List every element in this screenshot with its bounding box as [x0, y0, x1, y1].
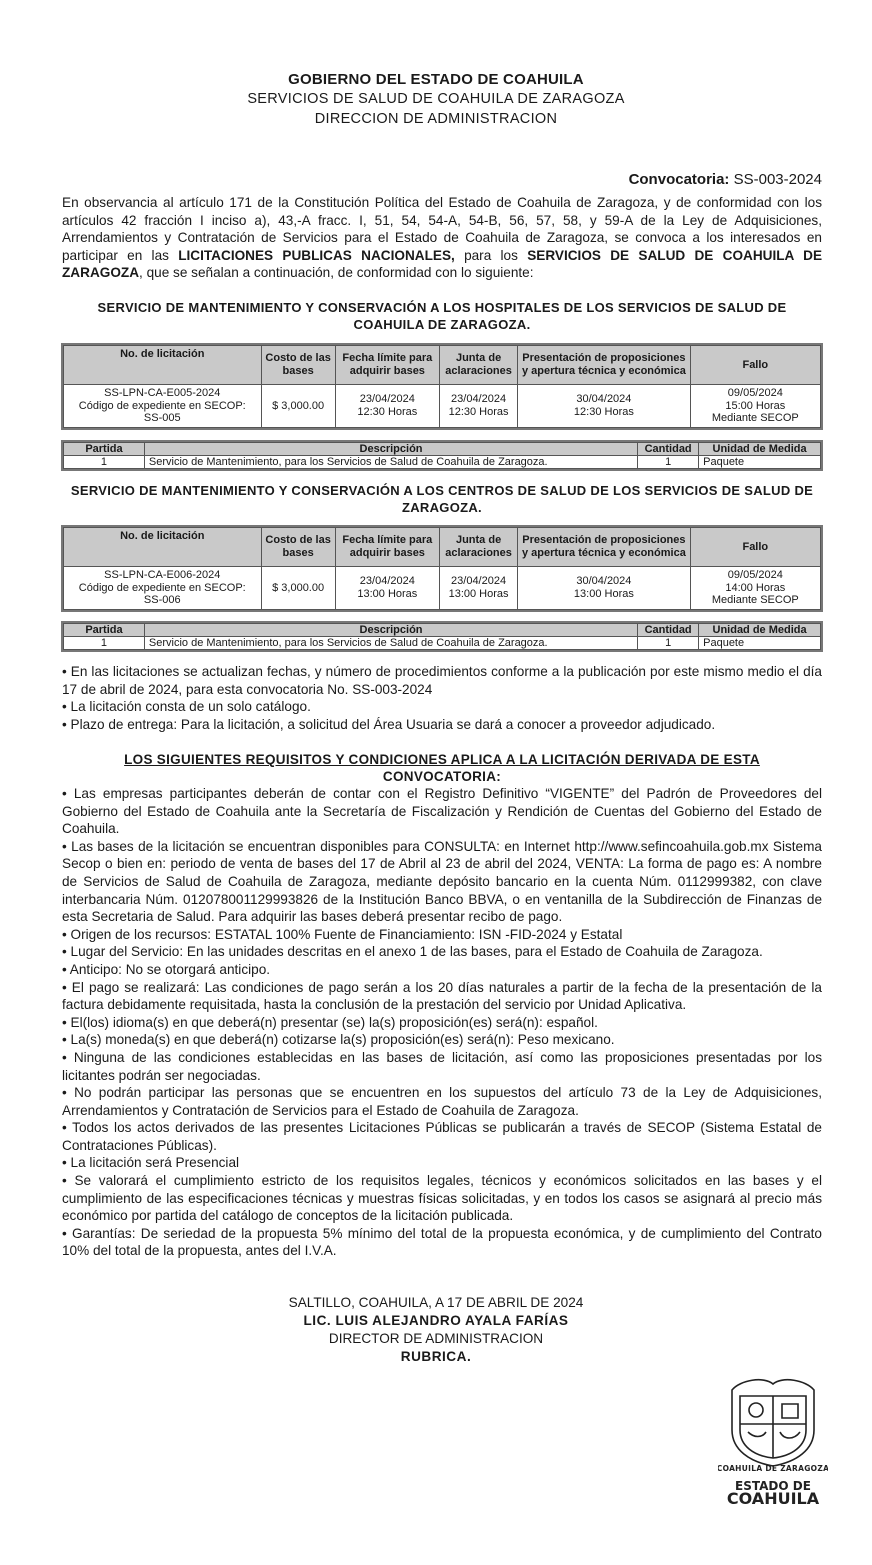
junta-date: 23/04/2024: [451, 393, 507, 406]
presentacion-cell: [518, 385, 690, 428]
col-fecha-limite: Fecha límite para adquirir bases: [335, 528, 439, 567]
cantidad-cell: 1: [638, 456, 699, 469]
notes-list: [62, 663, 822, 733]
signature-rubrica: RUBRICA.: [400, 1349, 472, 1364]
list-item: • La licitación será Presencial: [62, 1155, 240, 1171]
header-administration: DIRECCION DE ADMINISTRACION: [314, 111, 558, 127]
fecha-time: 13:00 Horas: [357, 587, 418, 600]
partida-cell: 1: [64, 456, 145, 469]
signature-position: DIRECTOR DE ADMINISTRACION: [328, 1331, 544, 1346]
list-item: • Garantías: De seriedad de la propuesta 5% mínimo del total de la propuesta económica, y de cumplimiento del Contrato 10% del total de la propuesta, antes del I.V.A.: [62, 1225, 822, 1259]
signature-name: LIC. LUIS ALEJANDRO AYALA FARÍAS: [303, 1313, 569, 1328]
fecha-time: 12:30 Horas: [357, 405, 418, 418]
section1-partida-table: [63, 442, 821, 469]
fecha-date: 23/04/2024: [359, 393, 415, 406]
requirements-title-line2: CONVOCATORIA:: [382, 769, 502, 784]
signature-place-date: SALTILLO, COAHUILA, A 17 DE ABRIL DE 2024: [288, 1295, 584, 1310]
licitacion-number: SS-LPN-CA-E005-2024: [104, 387, 221, 399]
descripcion-cell: Servicio de Mantenimiento, para los Servicios de Salud de Coahuila de Zaragoza.: [144, 456, 637, 469]
col-fallo: Fallo: [690, 528, 820, 567]
section1-licitacion-table: [63, 345, 821, 428]
fecha-date: 23/04/2024: [359, 575, 415, 588]
fecha-cell: [335, 567, 439, 610]
table-row: [64, 567, 821, 610]
list-item: • La(s) moneda(s) en que deberá(n) cotizarse la(s) proposición(es) será(n): Peso mexicano.: [62, 1032, 615, 1048]
requirements-list: [62, 785, 822, 1260]
list-item: • Se valorará el cumplimiento estricto de los requisitos legales, técnicos y económicos solicitados en las bases y el cumplimiento de las especificaciones técnicas y muestras físicas solicitadas, y en todos los casos se asignará al precio más económico por partida del catálogo de conceptos de la licitación publicada.: [62, 1173, 822, 1224]
pres-time: 12:30 Horas: [573, 405, 634, 418]
table-row: [64, 637, 821, 650]
list-item: • No podrán participar las personas que se encuentren en los supuestos del artículo 73 de la Ley de Adquisiciones, Arrendamientos y Contratación de Servicios para el Estado de Coahuila de Zaragoza.: [62, 1085, 822, 1118]
col-junta: Junta de aclaraciones: [439, 346, 517, 385]
intro-bold-servicios: SERVICIOS DE SALUD DE COAHUILA DE ZARAGOZA: [62, 247, 823, 280]
list-item: • Anticipo: No se otorgará anticipo.: [62, 961, 271, 977]
licitacion-number: SS-LPN-CA-E006-2024: [104, 569, 221, 581]
list-item: • Las bases de la licitación se encuentran disponibles para CONSULTA: en Internet http://www.sefincoahuila.gob.mx Sistema Secop o bien en: periodo de venta de bases del 17 de Abril al 23 de abril del 2024, VENTA: La forma de pago es: A nombre de Servicios de Salud de Coahuila de Zaragoza, mediante depósito bancario en la cuenta Núm. 0112999382, con clave interbancaria Núm. 012078001129993826 de la Institución Banco BBVA, o en ventanilla de la Subdirección de Finanzas de esta Secretaria de Salud. Para adquirir las bases deberá presentar recibo de pago.: [62, 838, 822, 925]
col-costo: Costo de las bases: [261, 346, 335, 385]
fallo-via: Mediante SECOP: [711, 594, 799, 606]
junta-cell: [439, 567, 517, 610]
section2-licitacion-table: [63, 527, 821, 610]
list-item: • Lugar del Servicio: En las unidades descritas en el anexo 1 de las bases, para el Estado de Coahuila de Zaragoza.: [62, 944, 763, 960]
list-item: • En las licitaciones se actualizan fechas, y número de procedimientos conforme a la publicación por este mismo medio el día 17 de abril de 2024, para esta convocatoria No. SS-003-2024: [62, 664, 822, 697]
secop-label: Código de expediente en SECOP:: [78, 399, 246, 412]
col-costo: Costo de las bases: [261, 528, 335, 567]
fallo-cell: [690, 567, 820, 610]
licitacion-cell: [64, 385, 262, 428]
list-item: • Ninguna de las condiciones establecidas en las bases de licitación, así como las proposiciones presentadas por los licitantes podrán ser negociadas.: [62, 1049, 822, 1083]
unidad-cell: Paquete: [699, 637, 821, 650]
coat-of-arms-icon: [718, 1374, 828, 1504]
logo-line1: ESTADO DE: [735, 1479, 811, 1493]
convocatoria-number: [629, 171, 822, 188]
junta-cell: [439, 385, 517, 428]
col-no-licitacion: No. de licitación: [64, 346, 262, 385]
table-row: [64, 385, 821, 428]
unidad-cell: Paquete: [699, 456, 821, 469]
list-item: • Las empresas participantes deberán de contar con el Registro Definitivo “VIGENTE” del Padrón de Proveedores del Gobierno del Estado de Coahuila ante la Secretaría de Fiscalización y Rendición de Cuentas del Gobierno del Estado de Coahuila.: [62, 786, 822, 837]
col-partida: Partida: [64, 443, 145, 456]
intro-text: para los: [454, 247, 528, 263]
cantidad-cell: 1: [638, 637, 699, 650]
col-unidad: Unidad de Medida: [699, 624, 821, 637]
fallo-time: 15:00 Horas: [725, 399, 786, 412]
descripcion-cell: Servicio de Mantenimiento, para los Servicios de Salud de Coahuila de Zaragoza.: [144, 637, 637, 650]
intro-text: En observancia al artículo 171 de la Constitución Política del Estado de Coahuila de Zaragoza, y de conformidad con los artículos 42 fracción I inciso a), 43,-A fracc. I, 51, 54, 54-A, 54-B, 56, 57, 58, y 59-A de la Ley de Adquisiciones, Arrendamientos y Contratación de Servicios para el Estado de Coahuila de Zaragoza, se convoca a los interesados en participar en las: [62, 195, 822, 263]
col-no-licitacion: No. de licitación: [64, 528, 262, 567]
seal-text: COAHUILA DE ZARAGOZA: [718, 1464, 828, 1473]
intro-paragraph: [62, 194, 822, 282]
pres-date: 30/04/2024: [576, 393, 632, 406]
fallo-via: Mediante SECOP: [711, 412, 799, 424]
header-health-services: SERVICIOS DE SALUD DE COAHUILA DE ZARAGOZA: [247, 91, 625, 107]
coahuila-logo: [718, 1374, 828, 1504]
table-row: [64, 456, 821, 469]
fallo-date: 09/05/2024: [727, 387, 783, 399]
costo-cell: $ 3,000.00: [261, 567, 335, 610]
col-presentacion: Presentación de proposiciones y apertura técnica y económica: [518, 528, 690, 567]
list-item: • Plazo de entrega: Para la licitación, a solicitud del Área Usuaria se dará a conocer a proveedor adjudicado.: [62, 716, 716, 732]
col-descripcion: Descripción: [144, 624, 637, 637]
convocatoria-value: SS-003-2024: [733, 171, 822, 188]
logo-line2: COAHUILA: [726, 1489, 820, 1504]
list-item: • Todos los actos derivados de las presentes Licitaciones Públicas se publicarán a través de SECOP (Sistema Estatal de Contrataciones Públicas).: [62, 1120, 822, 1153]
col-descripcion: Descripción: [144, 443, 637, 456]
col-junta: Junta de aclaraciones: [439, 528, 517, 567]
junta-time: 13:00 Horas: [448, 587, 509, 600]
costo-cell: $ 3,000.00: [261, 385, 335, 428]
partida-cell: 1: [64, 637, 145, 650]
intro-bold-licitaciones: LICITACIONES PUBLICAS NACIONALES,: [178, 247, 455, 263]
fallo-cell: [690, 385, 820, 428]
col-unidad: Unidad de Medida: [699, 443, 821, 456]
col-cantidad: Cantidad: [638, 443, 699, 456]
list-item: • El pago se realizará: Las condiciones de pago serán a los 20 días naturales a partir de la fecha de la presentación de la factura debidamente requisitada, hasta la conclusión de la prestación del servicio por Unidad Aplicativa.: [62, 979, 822, 1013]
col-partida: Partida: [64, 624, 145, 637]
convocatoria-label: Convocatoria:: [628, 171, 730, 188]
header-government: GOBIERNO DEL ESTADO DE COAHUILA: [288, 71, 584, 88]
requirements-title: [62, 751, 822, 785]
list-item: • La licitación consta de un solo catálogo.: [62, 699, 311, 714]
col-fecha-limite: Fecha límite para adquirir bases: [335, 346, 439, 385]
section2-partida-table: [63, 623, 821, 650]
pres-time: 13:00 Horas: [573, 587, 634, 600]
col-fallo: Fallo: [690, 346, 820, 385]
secop-code: SS-006: [143, 594, 181, 606]
col-presentacion: Presentación de proposiciones y apertura técnica y económica: [518, 346, 690, 385]
fallo-date: 09/05/2024: [727, 569, 783, 581]
col-cantidad: Cantidad: [638, 624, 699, 637]
presentacion-cell: [518, 567, 690, 610]
signature-block: [0, 1294, 872, 1366]
fallo-time: 14:00 Horas: [725, 581, 786, 594]
list-item: • El(los) idioma(s) en que deberá(n) presentar (se) la(s) proposición(es) será(n): español.: [62, 1014, 598, 1030]
fecha-cell: [335, 385, 439, 428]
secop-code: SS-005: [143, 412, 181, 424]
list-item: • Origen de los recursos: ESTATAL 100% Fuente de Financiamiento: ISN -FID-2024 y Estatal: [62, 926, 623, 942]
pres-date: 30/04/2024: [576, 575, 632, 588]
section1-title: SERVICIO DE MANTENIMIENTO Y CONSERVACIÓN A LOS HOSPITALES DE LOS SERVICIOS DE SALUD DE COAHUILA DE ZARAGOZA.: [97, 300, 787, 332]
intro-text: , que se señalan a continuación, de conformidad con lo siguiente:: [139, 265, 534, 280]
licitacion-cell: [64, 567, 262, 610]
requirements-title-line1: LOS SIGUIENTES REQUISITOS Y CONDICIONES APLICA A LA LICITACIÓN DERIVADA DE ESTA: [124, 752, 760, 767]
junta-time: 12:30 Horas: [448, 405, 509, 418]
junta-date: 23/04/2024: [451, 575, 507, 588]
section2-title: SERVICIO DE MANTENIMIENTO Y CONSERVACIÓN A LOS CENTROS DE SALUD DE LOS SERVICIOS DE SALUD DE ZARAGOZA.: [70, 483, 814, 515]
secop-label: Código de expediente en SECOP:: [78, 581, 246, 594]
